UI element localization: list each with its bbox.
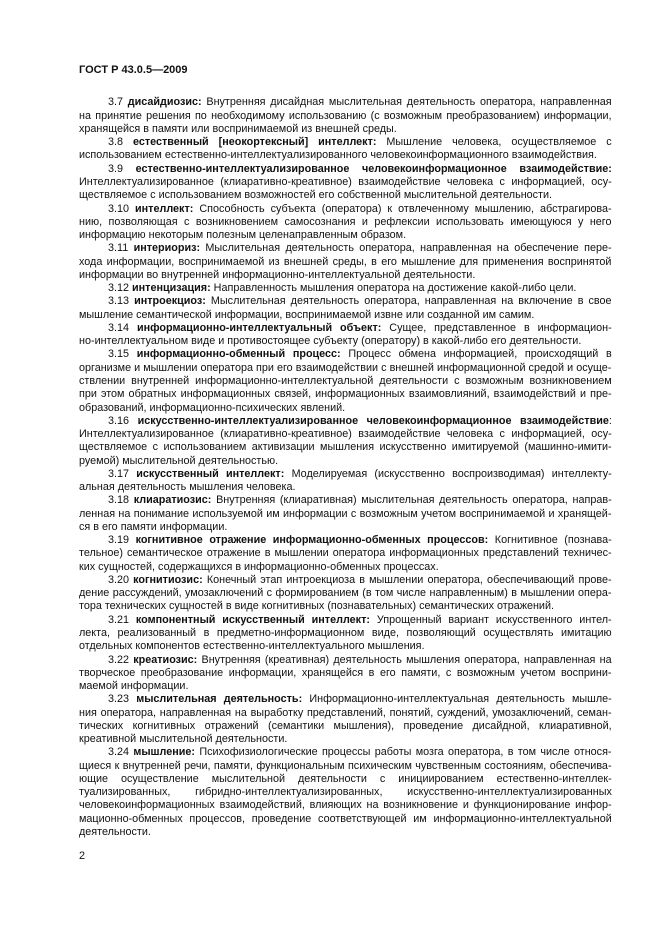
definition-text: маемой информации.	[79, 680, 189, 693]
term-number: 3.8	[108, 136, 124, 149]
definition-text: мационно-обменных процессов, проведение соответствующей им информационно-интеллектуальной	[79, 812, 612, 825]
definition-line	[79, 587, 612, 600]
definition-line	[79, 627, 612, 640]
definition-line	[79, 707, 612, 720]
definition-line	[79, 600, 612, 613]
term-number: 3.20	[108, 573, 130, 586]
definition-line	[79, 733, 612, 746]
definition-line	[79, 813, 612, 826]
term-number: 3.15	[108, 348, 130, 361]
term-number: 3.21	[108, 613, 130, 626]
definition-line	[79, 521, 612, 534]
definition-line	[79, 203, 612, 216]
term-title: естественный [неокортексный] интеллект:	[132, 136, 377, 149]
definition-text: Процесс обмена информацией, происходящий в	[348, 348, 612, 361]
term-title: мыслительная деятельность:	[136, 693, 303, 706]
definition-line	[79, 136, 612, 149]
definition-text: Интеллектуализированное (клиаративно-креативное) взаимодействие человека с информацией, осу-	[79, 428, 612, 441]
term-number: 3.17	[108, 467, 130, 480]
definition-text: Внутренняя (креативная) деятельность мышления оператора, направленная на	[201, 653, 612, 666]
definition-text: Сущее, представленное в информацион-	[389, 321, 612, 334]
definition-text: информацию некоторым полезным целенаправленным образом.	[79, 229, 407, 242]
term-title: информационно-интеллектуальный объект:	[136, 321, 382, 334]
definition-line	[79, 455, 612, 468]
page-number: 2	[79, 850, 86, 862]
definition-text: альная деятельность мышления человека.	[79, 481, 296, 494]
definition-line	[79, 481, 612, 494]
definition-line	[79, 574, 612, 587]
term-number: 3.14	[108, 321, 130, 334]
term-title: мышление:	[133, 746, 196, 759]
term-entry-3-7	[79, 96, 612, 136]
definition-line	[79, 508, 612, 521]
definition-line	[79, 282, 612, 295]
definition-line	[79, 415, 612, 428]
definition-line	[79, 680, 612, 693]
definition-line	[79, 96, 612, 109]
definition-text: ких сущностей, содержащихся в информационно-обменных процессах.	[79, 560, 439, 573]
definition-text: мышление семантической информации, воспринимаемой извне или созданной им самим.	[79, 308, 535, 321]
term-number: 3.9	[108, 162, 124, 175]
term-title: когнитивное отражение информационно-обменных процессов:	[135, 534, 489, 547]
term-title: когнитиозис:	[133, 573, 203, 586]
definition-line	[79, 335, 612, 348]
definition-text: ствлении внутренней информационно-интеллектуальной деятельности с возможным возникновением	[79, 374, 612, 387]
term-entry-3-19	[79, 534, 612, 574]
definition-line	[79, 176, 612, 189]
definition-text: использованием естественно-интеллектуализированного человекоинформационного взаимодействия.	[79, 149, 597, 162]
definition-text: тельное) семантическое отражение в мышлении оператора информационных представлений техничес-	[79, 547, 612, 560]
term-title: интериориз:	[133, 242, 201, 255]
term-entry-3-22	[79, 654, 612, 694]
definition-line	[79, 402, 612, 415]
term-number: 3.11	[108, 242, 129, 255]
definition-text: тических когнитивных отражений (семантики мышления), проведение дисайдной, клиаративной,	[79, 719, 612, 732]
definition-text: щиеся к внутренней речи, памяти, функциональным психическим чувственным состояниям, обеспечива-	[79, 759, 612, 772]
definition-line	[79, 786, 612, 799]
definition-line	[79, 189, 612, 202]
definition-text: :	[608, 414, 612, 427]
definition-text: лекта, реализованный в предметно-информационном виде, позволяющий осуществлять имитацию	[79, 627, 612, 640]
definition-line	[79, 309, 612, 322]
term-entry-3-9	[79, 163, 612, 203]
document-header: ГОСТ Р 43.0.5—2009	[79, 64, 188, 76]
term-number: 3.24	[108, 746, 130, 759]
definition-text: креативной мыслительной деятельности.	[79, 733, 288, 746]
definition-line	[79, 388, 612, 401]
definition-text: Внутренняя (клиаративная) мыслительная деятельность оператора, направ-	[216, 494, 612, 507]
definition-line	[79, 746, 612, 759]
definition-line	[79, 348, 612, 361]
definition-text: нию, позволяющая с возникновением самосознания и рефлексии использовать имеющуюся у него	[79, 215, 612, 228]
term-entry-3-16	[79, 415, 612, 468]
definition-text: Мыслительная деятельность оператора, направленная на включение в свое	[210, 295, 612, 308]
definition-line	[79, 375, 612, 388]
definition-line	[79, 295, 612, 308]
definition-line	[79, 547, 612, 560]
term-entry-3-24	[79, 746, 612, 839]
definition-text: ществляемое с использованием возможностей его собственной мыслительной деятельности.	[79, 189, 553, 202]
term-title: клиаратиозис:	[133, 494, 212, 507]
definition-text: тора технических сущностей в виде когнитивных (познавательных) семантических отражений.	[79, 600, 554, 613]
definition-text: Конечный этап интроекциоза в мышлении оператора, обеспечивающий прове-	[206, 573, 612, 586]
definition-text: отдельных компонентов естественно-интеллектуального мышления.	[79, 640, 425, 653]
definition-line	[79, 216, 612, 229]
definition-text: деятельности.	[79, 826, 151, 838]
definition-line	[79, 123, 612, 136]
term-title: интенцизация:	[132, 282, 211, 295]
term-number: 3.23	[108, 693, 130, 706]
definition-line	[79, 799, 612, 812]
definition-text: Информационно-интеллектуальная деятельность мышле-	[309, 693, 612, 706]
term-entry-3-10	[79, 203, 612, 243]
term-entry-3-18	[79, 494, 612, 534]
document-body	[79, 96, 612, 839]
definition-line	[79, 441, 612, 454]
definition-line	[79, 654, 612, 667]
definition-text: Психофизиологические процессы работы мозга оператора, в том числе относя-	[199, 746, 612, 759]
term-number: 3.10	[108, 202, 130, 215]
definition-line	[79, 494, 612, 507]
definition-text: Мыслительная деятельность оператора, направленная на обеспечение пере-	[205, 242, 612, 255]
term-number: 3.7	[108, 96, 124, 109]
term-title: компонентный искусственный интеллект:	[135, 613, 370, 626]
definition-line	[79, 242, 612, 255]
term-entry-3-20	[79, 574, 612, 614]
term-entry-3-23	[79, 693, 612, 746]
definition-line	[79, 760, 612, 773]
definition-text: Интеллектуализированное (клиаративно-креативное) взаимодействие человека с информацией, осу-	[79, 175, 612, 188]
definition-text: Упрощенный вариант искусственного интел-	[376, 613, 612, 626]
definition-line	[79, 428, 612, 441]
definition-text: дение рассуждений, умозаключений с формированием (в том числе направленным) в мышлении опера-	[79, 587, 612, 600]
definition-text: Когнитивное (познава-	[494, 534, 612, 547]
definition-text: человекоинформационных взаимодействий, влияющих на возникновение и функционирование инфор-	[79, 799, 612, 812]
definition-text: хода информации, воспринимаемой из внешней среды, в его мышление для применения воспринятой	[79, 255, 612, 268]
definition-text: ющие осуществление мыслительной деятельности с инициированием естественно-интеллек-	[79, 772, 612, 785]
definition-text: Мышление человека, осуществляемое с	[386, 136, 612, 149]
term-title: дисайдиозис:	[127, 96, 202, 109]
definition-text: ся в его памяти информации.	[79, 520, 228, 533]
definition-line	[79, 534, 612, 547]
term-number: 3.22	[108, 653, 130, 666]
definition-line	[79, 667, 612, 680]
definition-text: при этом обратных информационных связей, информационных взаимовлияний, взаимодействий и пре-	[79, 388, 612, 401]
definition-text: но-интеллектуальном виде и противостоящее субъекту (оператору) в какой-либо его деятельности.	[79, 335, 582, 348]
term-number: 3.12	[108, 282, 130, 295]
definition-line	[79, 322, 612, 335]
definition-text: творческое преобразование информации, хранящейся в его памяти, с возможным учетом восприни-	[79, 666, 612, 679]
term-number: 3.19	[108, 534, 130, 547]
definition-line	[79, 826, 612, 839]
term-title: креатиозис:	[133, 653, 198, 666]
definition-line	[79, 229, 612, 242]
definition-line	[79, 773, 612, 786]
definition-line	[79, 561, 612, 574]
definition-line	[79, 269, 612, 282]
term-title: искусственный интеллект:	[136, 467, 285, 480]
definition-text: ществляемое с использованием активизации мышления искусственно имитируемой (машинно-имити-	[79, 441, 612, 454]
term-entry-3-17	[79, 468, 612, 495]
definition-line	[79, 163, 612, 176]
definition-line	[79, 614, 612, 627]
definition-text: хранящейся в памяти или воспринимаемой из внешней среды.	[79, 122, 397, 135]
definition-text: Внутренняя дисайдная мыслительная деятельность оператора, направленная	[206, 96, 612, 109]
definition-line	[79, 256, 612, 269]
term-entry-3-12	[79, 282, 612, 295]
definition-text: информации во внутренней информационно-интеллектуальной деятельности.	[79, 268, 476, 281]
definition-line	[79, 720, 612, 733]
term-number: 3.16	[108, 414, 130, 427]
term-number: 3.13	[108, 295, 130, 308]
term-entry-3-13	[79, 295, 612, 322]
term-title: информационно-обменный процесс:	[136, 348, 341, 361]
term-entry-3-11	[79, 242, 612, 282]
definition-text: ленная на понимание используемой им информации с возможным учетом воспринимаемой и хранящей-	[79, 507, 612, 520]
term-title: естественно-интеллектуализированное человекоинформационное взаимодействие:	[135, 162, 612, 175]
definition-line	[79, 693, 612, 706]
term-entry-3-8	[79, 136, 612, 163]
definition-line	[79, 362, 612, 375]
term-title: искусственно-интеллектуализированное человекоинформационное взаимодействие	[137, 414, 609, 427]
term-number: 3.18	[108, 494, 130, 507]
definition-text: образований, информационно-психических явлений.	[79, 401, 346, 414]
definition-text: Моделируемая (искусственно воспроизводимая) интеллекту-	[291, 467, 612, 480]
term-entry-3-21	[79, 614, 612, 654]
definition-text: ния оператора, направленная на выработку представлений, понятий, суждений, умозаключений, семан-	[79, 706, 612, 719]
definition-text: туализированных, гибридно-интеллектуализированных, искусственно-интеллектуализированных	[79, 786, 612, 799]
definition-line	[79, 110, 612, 123]
definition-line	[79, 149, 612, 162]
definition-text: Способность субъекта (оператора) к отвлеченному мышлению, абстрагирова-	[199, 202, 612, 215]
definition-line	[79, 468, 612, 481]
definition-text: руемой) мыслительной деятельностью.	[79, 454, 279, 467]
term-entry-3-15	[79, 348, 612, 414]
definition-line	[79, 640, 612, 653]
definition-text: на принятие решения по необходимому использованию (с возможным преобразованием) информации,	[79, 109, 612, 122]
term-entry-3-14	[79, 322, 612, 349]
term-title: интроекциоз:	[134, 295, 206, 308]
term-title: интеллект:	[135, 202, 194, 215]
definition-text: Направленность мышления оператора на достижение какой-либо цели.	[213, 282, 577, 295]
definition-text: организме и мышлении оператора при его взаимодействии с внешней информационной средой и осуще-	[79, 361, 612, 374]
